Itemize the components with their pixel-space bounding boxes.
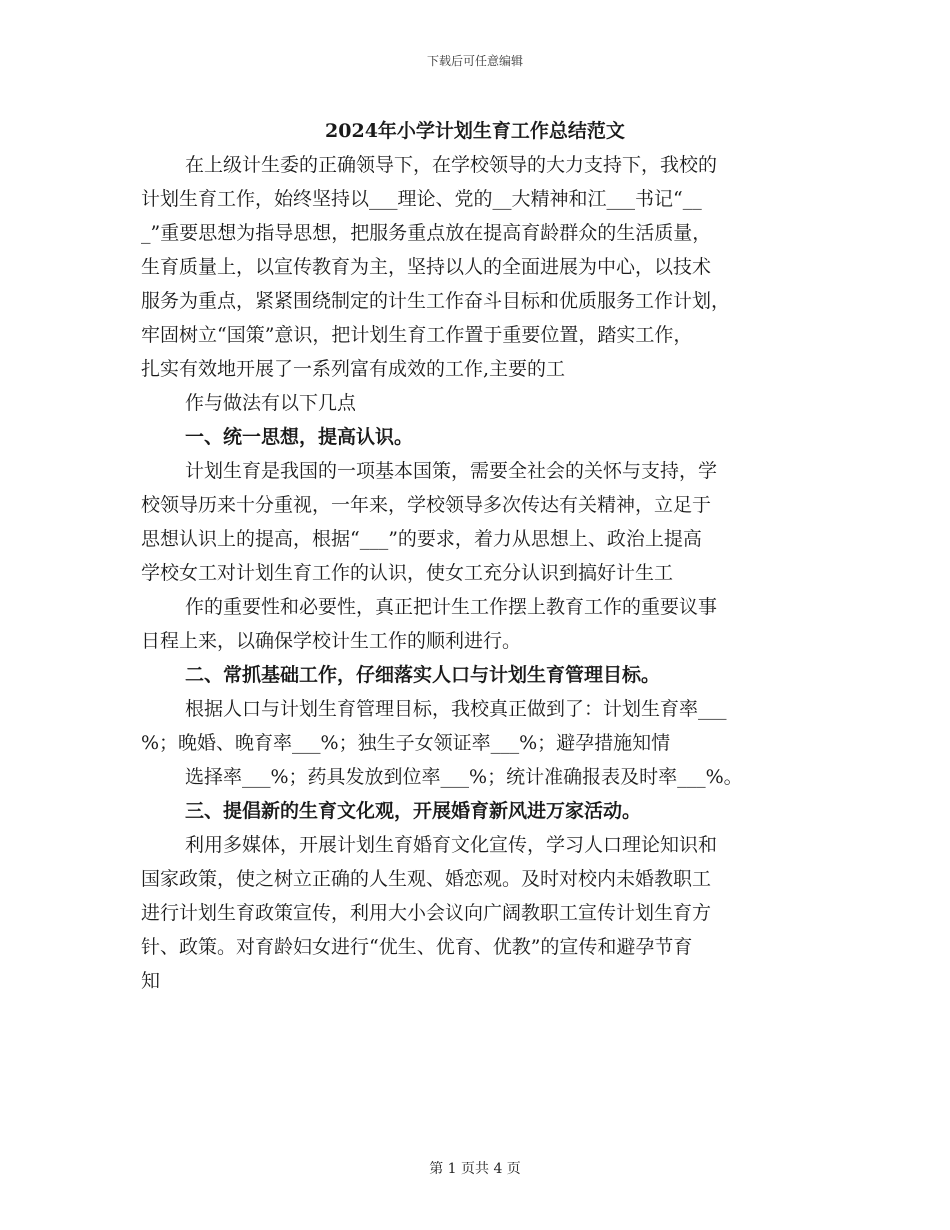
paragraph-line: 计划生育是我国的一项基本国策，需要全社会的关怀与支持，学 (185, 460, 718, 482)
paragraph-line: 根据人口与计划生育管理目标，我校真正做到了：计划生育率___ (185, 698, 727, 720)
paragraph-line: 校领导历来十分重视，一年来，学校领导多次传达有关精神，立足于 (141, 494, 712, 516)
paragraph-line: 计划生育工作，始终坚持以___理论、党的__大精神和江___书记“__ (141, 188, 702, 210)
paragraph-line: 思想认识上的提高，根据“___”的要求，着力从思想上、政治上提高 (141, 528, 702, 550)
paragraph-line: _”重要思想为指导思想，把服务重点放在提高育龄群众的生活质量， (141, 222, 712, 244)
document-title: 2024年小学计划生育工作总结范文 (325, 120, 625, 142)
page-number: 第 1 页共 4 页 (429, 1161, 521, 1177)
section-heading: 一、统一思想，提高认识。 (185, 426, 414, 448)
section-heading: 三、提倡新的生育文化观，开展婚育新风进万家活动。 (185, 800, 642, 822)
header-note: 下载后可任意编辑 (426, 54, 523, 68)
paragraph-line: 国家政策，使之树立正确的人生观、婚恋观。及时对校内未婚教职工 (141, 868, 712, 890)
paragraph-line: 针、政策。对育龄妇女进行“优生、优育、优教”的宣传和避孕节育 (141, 936, 693, 958)
section-heading: 二、常抓基础工作，仔细落实人口与计划生育管理目标。 (185, 664, 661, 686)
paragraph-line: 进行计划生育政策宣传，利用大小会议向广阔教职工宣传计划生育方 (141, 902, 712, 924)
paragraph-line: 在上级计生委的正确领导下，在学校领导的大力支持下，我校的 (185, 154, 718, 176)
document-body (141, 148, 811, 998)
paragraph-line: 牢固树立“国策”意识，把计划生育工作置于重要位置，踏实工作， (141, 324, 693, 346)
paragraph-line: 利用多媒体，开展计划生育婚育文化宣传，学习人口理论知识和 (185, 834, 718, 856)
paragraph-line: 生育质量上，以宣传教育为主，坚持以人的全面进展为中心，以技术 (141, 256, 712, 278)
paragraph-line: 作与做法有以下几点 (185, 392, 357, 414)
paragraph-line: 日程上来，以确保学校计生工作的顺利进行。 (141, 630, 522, 652)
paragraph-line: 扎实有效地开展了一系列富有成效的工作,主要的工 (141, 358, 566, 380)
paragraph-line: 学校女工对计划生育工作的认识，使女工充分认识到搞好计生工 (141, 562, 674, 584)
paragraph-line: 选择率___%；药具发放到位率___%；统计准确报表及时率___%。 (185, 766, 743, 788)
paragraph-line: %；晚婚、晚育率___%；独生子女领证率___%；避孕措施知情 (141, 732, 671, 754)
paragraph-line: 服务为重点，紧紧围绕制定的计生工作奋斗目标和优质服务工作计划， (141, 290, 731, 312)
paragraph-line: 知 (141, 970, 161, 992)
paragraph-line: 作的重要性和必要性，真正把计生工作摆上教育工作的重要议事 (185, 596, 718, 618)
